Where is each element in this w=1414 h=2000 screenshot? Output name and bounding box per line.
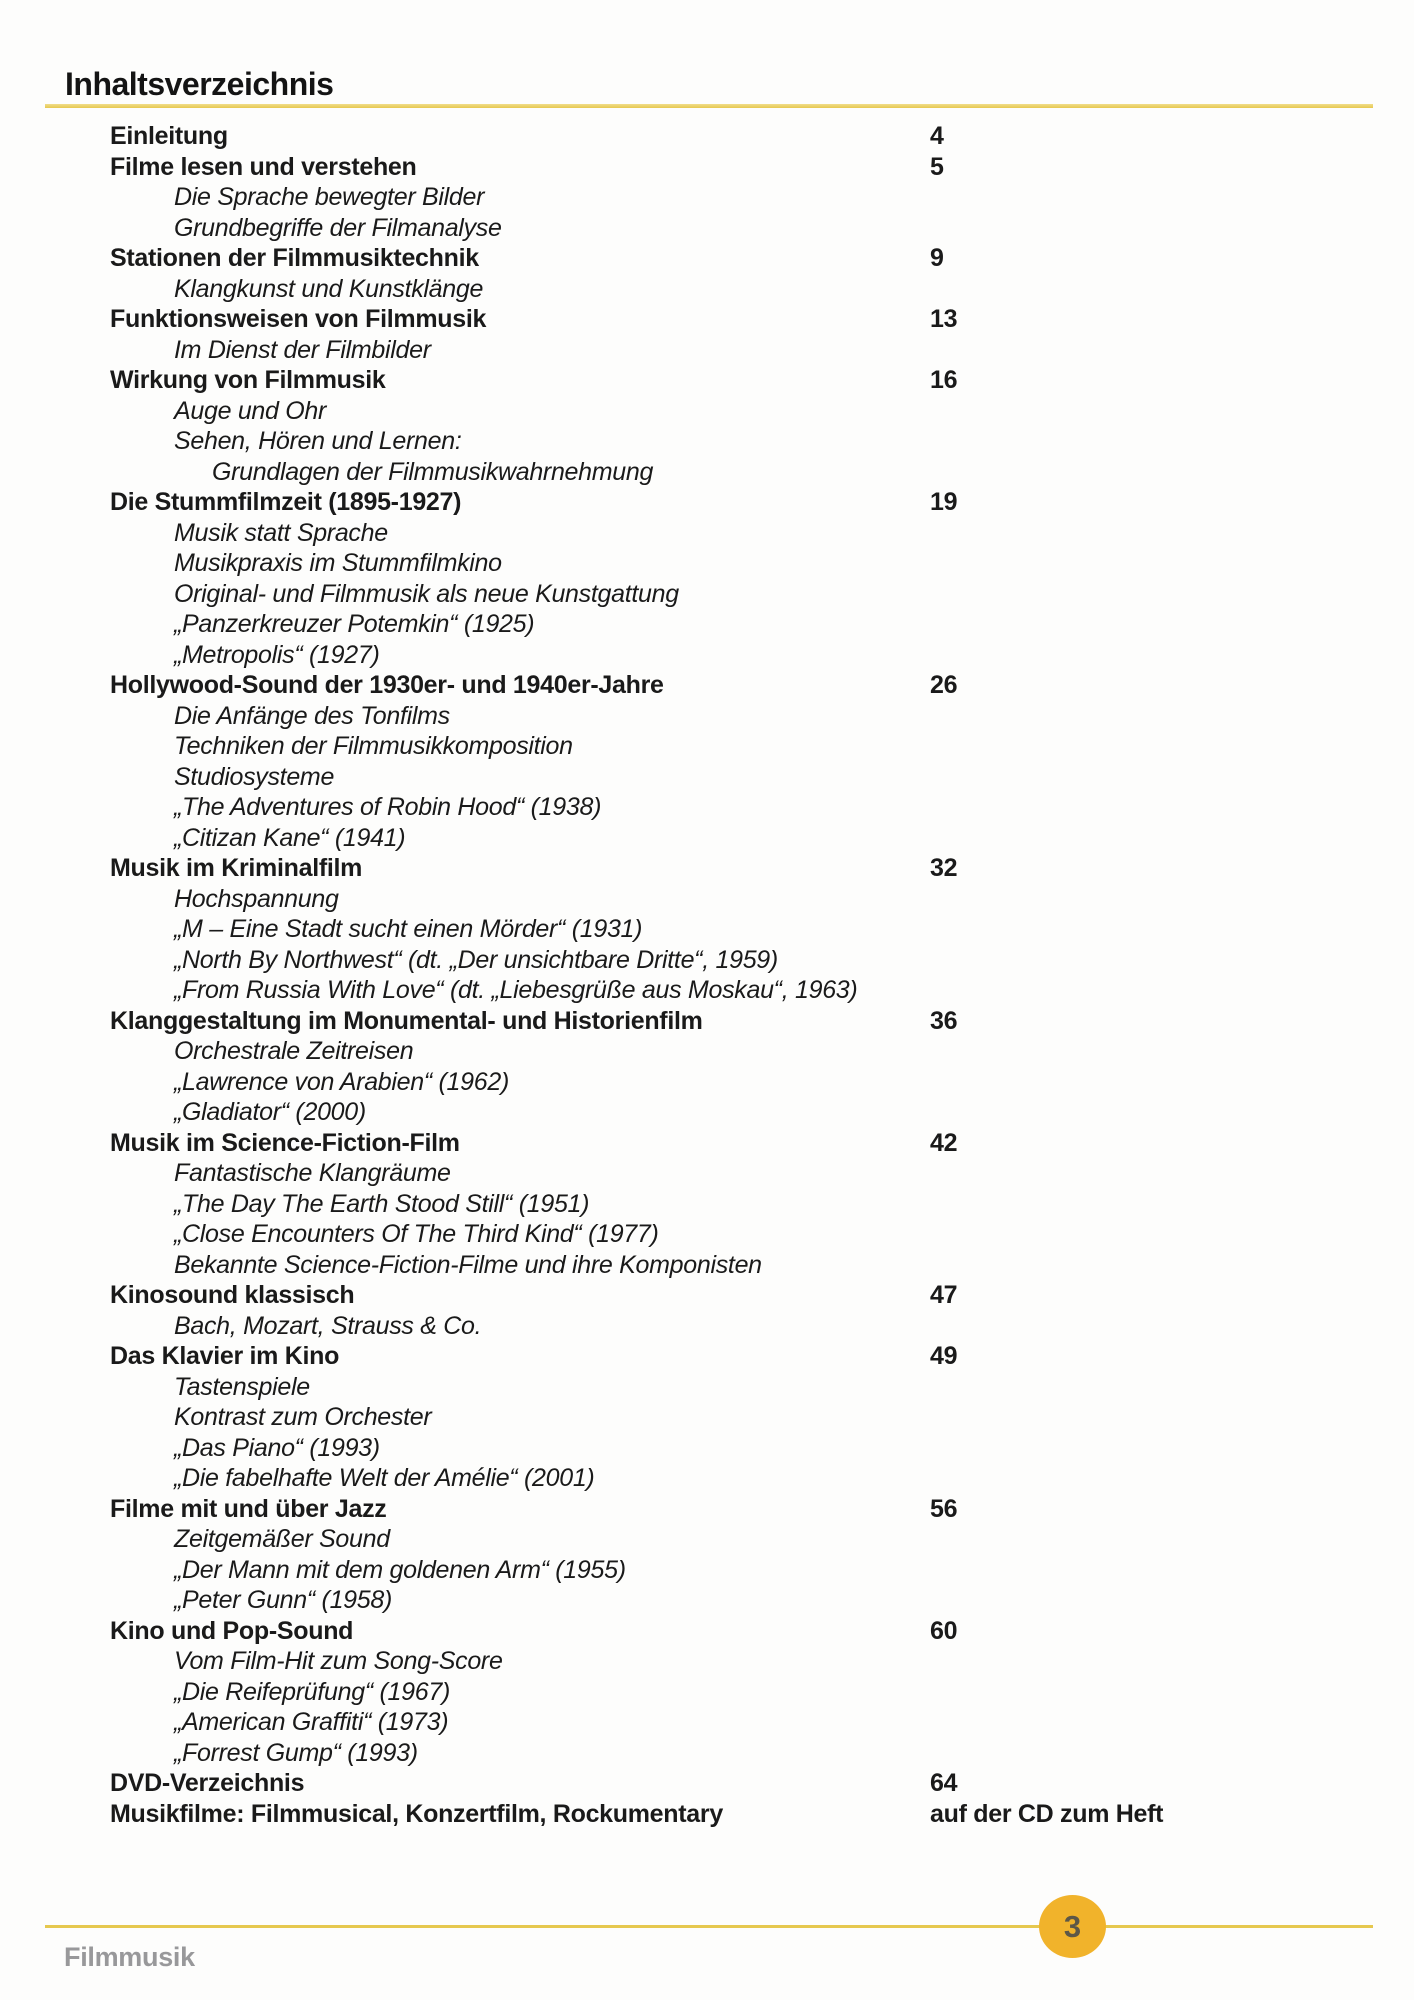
toc-entry bbox=[0, 640, 1414, 671]
toc-entry bbox=[0, 1311, 1414, 1342]
toc-entry bbox=[0, 762, 1414, 793]
toc-entry-label: „Close Encounters Of The Third Kind“ (1977) bbox=[174, 1220, 659, 1248]
title-underline bbox=[45, 104, 1373, 108]
toc-entry-page: 16 bbox=[930, 366, 958, 394]
toc-entry-label: „North By Northwest“ (dt. „Der unsichtbare Dritte“, 1959) bbox=[174, 945, 778, 974]
toc-entry-label: „The Adventures of Robin Hood“ (1938) bbox=[174, 793, 602, 821]
toc-entry bbox=[0, 457, 1414, 488]
toc-entry bbox=[0, 426, 1414, 457]
toc-entry-label: „Peter Gunn“ (1958) bbox=[174, 1586, 393, 1614]
toc-entry bbox=[0, 609, 1414, 640]
toc-entry-label: „American Graffiti“ (1973) bbox=[174, 1708, 449, 1736]
toc-entry bbox=[0, 1433, 1414, 1464]
toc-entry-label: „Die fabelhafte Welt der Amélie“ (2001) bbox=[174, 1464, 595, 1492]
toc-entry-label: Funktionsweisen von Filmmusik bbox=[110, 305, 487, 333]
toc-entry bbox=[0, 213, 1414, 244]
toc-entry-label: Orchestrale Zeitreisen bbox=[174, 1037, 414, 1065]
toc-entry bbox=[0, 1372, 1414, 1403]
toc-entry bbox=[0, 365, 1414, 396]
toc-entry-label: Sehen, Hören und Lernen: bbox=[174, 427, 462, 455]
page-title: Inhaltsverzeichnis bbox=[65, 66, 334, 102]
toc-entry bbox=[0, 1097, 1414, 1128]
toc-entry bbox=[0, 487, 1414, 518]
toc-entry-page: 60 bbox=[930, 1616, 958, 1645]
toc-entry-label: Tastenspiele bbox=[174, 1372, 310, 1401]
toc-entry-label: Original- und Filmmusik als neue Kunstgattung bbox=[174, 579, 679, 608]
toc-entry-page: 5 bbox=[930, 152, 944, 181]
toc-entry-label: Hochspannung bbox=[174, 884, 339, 913]
toc-entry bbox=[0, 914, 1414, 945]
toc-entry-label: Bach, Mozart, Strauss & Co. bbox=[174, 1311, 482, 1340]
toc-entry bbox=[0, 274, 1414, 305]
toc-entry-label: Im Dienst der Filmbilder bbox=[174, 335, 431, 364]
toc-entry bbox=[0, 731, 1414, 762]
toc-entry-label: Auge und Ohr bbox=[174, 396, 327, 425]
toc-entry bbox=[0, 1219, 1414, 1250]
toc-entry-label: Filme lesen und verstehen bbox=[110, 152, 417, 181]
toc-entry-page: auf der CD zum Heft bbox=[930, 1799, 1164, 1828]
toc-entry-page: 49 bbox=[930, 1342, 958, 1370]
toc-entry bbox=[0, 518, 1414, 549]
toc-entry bbox=[0, 335, 1414, 366]
page-number-badge bbox=[1039, 1895, 1106, 1958]
toc-entry-page: 19 bbox=[930, 488, 958, 516]
toc-entry-label: Zeitgemäßer Sound bbox=[174, 1525, 390, 1553]
toc-entry bbox=[0, 182, 1414, 213]
toc-entry-label: Klanggestaltung im Monumental- und Historienfilm bbox=[110, 1006, 703, 1035]
toc-entry-page: 42 bbox=[930, 1128, 958, 1157]
toc-entry bbox=[0, 853, 1414, 884]
toc-entry-label: „M – Eine Stadt sucht einen Mörder“ (1931) bbox=[174, 915, 643, 943]
toc-entry bbox=[0, 1006, 1414, 1037]
toc-entry bbox=[0, 1646, 1414, 1677]
toc-entry-label: Hollywood-Sound der 1930er- und 1940er-Jahre bbox=[110, 671, 664, 699]
toc-entry bbox=[0, 945, 1414, 976]
toc-entry bbox=[0, 1402, 1414, 1433]
toc-entry bbox=[0, 1585, 1414, 1616]
toc-entry-label: Bekannte Science-Fiction-Filme und ihre Komponisten bbox=[174, 1250, 762, 1279]
toc-entry-label: „Das Piano“ (1993) bbox=[174, 1433, 380, 1462]
toc-entry-label: Grundlagen der Filmmusikwahrnehmung bbox=[212, 457, 654, 486]
toc-entry-label: Techniken der Filmmusikkomposition bbox=[174, 732, 573, 760]
toc-entry bbox=[0, 1799, 1414, 1830]
toc-entry-label: Musik im Kriminalfilm bbox=[110, 854, 363, 882]
toc-entry-label: „Gladiator“ (2000) bbox=[174, 1098, 366, 1126]
toc-entry bbox=[0, 670, 1414, 701]
toc-entry-label: Einleitung bbox=[110, 122, 228, 150]
toc-entry-label: Die Sprache bewegter Bilder bbox=[174, 183, 485, 211]
toc-entry-page: 32 bbox=[930, 854, 958, 882]
toc-entry-label: Filme mit und über Jazz bbox=[110, 1494, 387, 1523]
toc-entry-label: „Lawrence von Arabien“ (1962) bbox=[174, 1067, 510, 1096]
toc-entry-label: „Panzerkreuzer Potemkin“ (1925) bbox=[174, 610, 535, 638]
toc-entry-label: Musikfilme: Filmmusical, Konzertfilm, Rockumentary bbox=[110, 1799, 723, 1828]
toc-entry-page: 56 bbox=[930, 1494, 958, 1523]
toc-entry bbox=[0, 884, 1414, 915]
toc-entry bbox=[0, 304, 1414, 335]
page-number: 3 bbox=[1063, 1908, 1082, 1944]
toc-entry bbox=[0, 121, 1414, 152]
toc-entry bbox=[0, 1768, 1414, 1799]
toc-entry-label: „The Day The Earth Stood Still“ (1951) bbox=[174, 1189, 590, 1218]
toc-entry-label: Musik im Science-Fiction-Film bbox=[110, 1128, 460, 1157]
toc-entry bbox=[0, 152, 1414, 183]
toc-entry bbox=[0, 823, 1414, 854]
toc-entry bbox=[0, 1067, 1414, 1098]
toc-entry bbox=[0, 1463, 1414, 1494]
toc-entry-page: 13 bbox=[930, 305, 958, 333]
toc-entry bbox=[0, 396, 1414, 427]
toc-entry-page: 64 bbox=[930, 1769, 958, 1797]
toc-entry-label: Die Stummfilmzeit (1895-1927) bbox=[110, 488, 462, 516]
toc-entry bbox=[0, 1189, 1414, 1220]
toc-entry bbox=[0, 701, 1414, 732]
toc-entry bbox=[0, 1555, 1414, 1586]
toc-entry-page: 4 bbox=[930, 122, 944, 150]
toc-entry-label: Stationen der Filmmusiktechnik bbox=[110, 244, 479, 272]
toc-entry bbox=[0, 792, 1414, 823]
toc-entry-page: 26 bbox=[930, 671, 958, 699]
toc-entry bbox=[0, 548, 1414, 579]
toc-entry bbox=[0, 1250, 1414, 1281]
toc-entry bbox=[0, 1280, 1414, 1311]
toc-entry bbox=[0, 1036, 1414, 1067]
toc-entry-label: „Metropolis“ (1927) bbox=[174, 640, 380, 669]
toc-entry-label: Kino und Pop-Sound bbox=[110, 1616, 354, 1645]
toc-entry bbox=[0, 579, 1414, 610]
toc-entry bbox=[0, 1158, 1414, 1189]
toc-entry bbox=[0, 243, 1414, 274]
toc-entry-label: Klangkunst und Kunstklänge bbox=[174, 274, 484, 303]
toc-list bbox=[0, 121, 1414, 1829]
toc-entry-label: Fantastische Klangräume bbox=[174, 1159, 451, 1187]
toc-entry-label: Musikpraxis im Stummfilmkino bbox=[174, 549, 502, 577]
toc-entry-label: Die Anfänge des Tonfilms bbox=[174, 701, 450, 730]
footer-divider bbox=[45, 1925, 1373, 1928]
toc-entry-label: „Die Reifeprüfung“ (1967) bbox=[174, 1677, 450, 1706]
toc-entry-page: 9 bbox=[930, 244, 944, 272]
toc-entry-label: Grundbegriffe der Filmanalyse bbox=[174, 213, 502, 242]
toc-entry-label: Kinosound klassisch bbox=[110, 1281, 355, 1309]
toc-entry-label: „Der Mann mit dem goldenen Arm“ (1955) bbox=[174, 1555, 626, 1584]
toc-entry bbox=[0, 1677, 1414, 1708]
toc-entry-label: „Citizan Kane“ (1941) bbox=[174, 823, 406, 852]
toc-entry bbox=[0, 1707, 1414, 1738]
toc-entry bbox=[0, 1616, 1414, 1647]
toc-entry-label: „From Russia With Love“ (dt. „Liebesgrüße aus Moskau“, 1963) bbox=[174, 976, 858, 1004]
toc-entry bbox=[0, 1341, 1414, 1372]
toc-entry-label: Kontrast zum Orchester bbox=[174, 1403, 432, 1431]
toc-entry-label: DVD-Verzeichnis bbox=[110, 1769, 305, 1797]
toc-entry-label: „Forrest Gump“ (1993) bbox=[174, 1738, 418, 1767]
toc-entry bbox=[0, 1494, 1414, 1525]
toc-entry-label: Studiosysteme bbox=[174, 762, 335, 791]
toc-entry-label: Musik statt Sprache bbox=[174, 518, 388, 547]
toc-entry-page: 47 bbox=[930, 1281, 958, 1309]
toc-entry-label: Vom Film-Hit zum Song-Score bbox=[174, 1647, 503, 1675]
toc-entry-label: Wirkung von Filmmusik bbox=[110, 366, 386, 394]
footer-chapter-label: Filmmusik bbox=[64, 1942, 195, 1972]
toc-entry-label: Das Klavier im Kino bbox=[110, 1342, 340, 1370]
toc-entry bbox=[0, 1738, 1414, 1769]
toc-entry bbox=[0, 1128, 1414, 1159]
toc-entry-page: 36 bbox=[930, 1006, 958, 1035]
toc-entry bbox=[0, 975, 1414, 1006]
toc-entry bbox=[0, 1524, 1414, 1555]
